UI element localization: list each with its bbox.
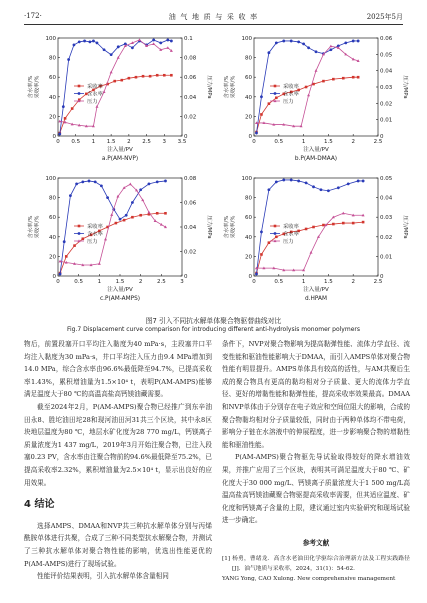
y2-tick-label: 0: [184, 134, 188, 140]
y-tick-label: 80: [245, 55, 252, 62]
data-point: [312, 185, 315, 188]
chart-title: c.P(AM-AMPS): [99, 296, 141, 302]
data-point: [58, 133, 61, 136]
body-paragraph: P(AM-AMPS)聚合物驱先导试验取得较好的降水增油效果，并推广应用了三个区块，表明其可满足温度大于80 ℃、矿化度大于30 000 mg/L、钙镁离子质量浓度大于1 500 mg/L高温高盐高钙镁油藏聚合物驱提高采收率需要，但其适应温度、矿化度和钙镁离子含量的上限，建议通过室内实验研究和现场试验进一步确定。: [222, 453, 410, 525]
y-tick-label: 80: [49, 55, 56, 62]
data-point: [170, 40, 173, 43]
series-line: [60, 40, 172, 134]
y-tick-label: 100: [45, 176, 56, 182]
y2-tick-label: 0.06: [184, 75, 197, 82]
data-point: [78, 225, 81, 228]
data-point: [255, 132, 258, 135]
x-tick-label: 1.5: [324, 279, 333, 285]
data-point: [82, 237, 85, 240]
y-tick-label: 60: [245, 215, 252, 222]
x-tick-label: 0.5: [274, 279, 284, 285]
data-point: [81, 181, 84, 184]
legend-label: 采收率: [283, 224, 299, 230]
series-recovery: [59, 212, 167, 274]
data-point: [131, 216, 134, 219]
y-tick-label: 0: [52, 274, 56, 280]
y-tick-label: 80: [245, 195, 252, 202]
data-point: [170, 74, 173, 77]
y2-axis-title: [402, 75, 410, 98]
x-tick-label: 0: [252, 139, 256, 145]
y-tick-label: 60: [49, 215, 56, 222]
legend-label: 压力: [87, 99, 98, 105]
x-tick-label: 0: [252, 279, 256, 285]
y-tick-label: 80: [49, 195, 56, 202]
data-point: [260, 231, 263, 234]
y2-tick-label: 0.04: [184, 94, 197, 101]
legend-label: 采收率: [87, 84, 103, 90]
data-point: [152, 39, 155, 42]
data-point: [104, 238, 107, 241]
data-point: [275, 42, 278, 45]
data-point: [344, 42, 347, 45]
header-rule: [24, 24, 403, 25]
x-tick-label: 2.5: [142, 139, 151, 145]
y2-tick-label: 0: [380, 134, 384, 140]
data-point: [131, 46, 134, 49]
y-tick-label: 20: [245, 114, 252, 121]
x-tick-label: 0.5: [274, 139, 284, 145]
data-point: [65, 255, 68, 258]
data-point: [357, 40, 360, 43]
y-tick-label: 100: [241, 176, 252, 182]
data-point: [310, 251, 313, 254]
series-line: [256, 213, 363, 270]
chart-panel-c: [22, 170, 214, 307]
data-point: [275, 96, 278, 99]
y-axis-label-recovery: 采收率/%: [34, 215, 41, 239]
x-axis-label: 注入量/PV: [303, 287, 329, 293]
figure-caption-cn: 图7 引入不同抗水解单体聚合物驱替曲线对比: [145, 317, 282, 325]
y-tick-label: 40: [245, 94, 252, 101]
body-paragraph: 截至2024年2月，P(AM-AMPS)聚合物已经推广到东辛油田永8、胜坨油田坨28和现河油田河31共三个区块，其中永8区块地层温度为80 ℃，地层水矿化度为28 770 mg/L，钙镁离子质量浓度为1 437 mg/L，2019年3月开始注聚合物，已注入段塞0.23 PV，含水率由注聚合物前的94.6%最低降至75.2%，已提高采收率2.32%，累积增油量为2.5×10⁴ t，显示出良好的应用效果。: [24, 402, 212, 487]
legend: [270, 222, 300, 245]
figure-caption-en: Fig.7 Displacement curve comparison for introducing different anti-hydrolysis monomer polymers: [66, 326, 360, 333]
y-axis-label-watercut: 含水率/%: [224, 75, 230, 99]
y2-axis-title: [206, 75, 214, 98]
y2-tick-label: 0.02: [184, 249, 197, 256]
body-paragraph: 性能评价结果表明，引入抗水解单体含量相同: [37, 572, 169, 581]
data-point: [135, 76, 138, 79]
data-point: [148, 182, 151, 185]
series-line: [60, 181, 165, 274]
data-point: [128, 77, 131, 80]
series-line: [60, 75, 172, 133]
data-point: [110, 53, 113, 56]
y2-axis-label: 压力/MPa: [206, 75, 212, 99]
data-point: [78, 41, 81, 44]
data-point: [149, 75, 152, 78]
legend: [270, 82, 300, 105]
x-tick-label: 1.5: [115, 279, 125, 285]
data-point: [282, 40, 285, 43]
data-point: [337, 186, 340, 189]
y2-tick-label: 0.04: [380, 195, 393, 202]
y-axis-label-watercut: 含水率/%: [28, 215, 34, 239]
data-point: [274, 92, 277, 95]
y-axis-label-recovery: 采收率/%: [230, 75, 237, 99]
data-point: [113, 80, 116, 83]
y-axis-title: [222, 76, 237, 99]
data-point: [88, 180, 91, 183]
data-point: [96, 42, 99, 45]
data-point: [332, 78, 335, 81]
legend-label: 含水率: [87, 91, 103, 98]
legend-label: 采收率: [87, 224, 103, 230]
right-column: [222, 338, 410, 584]
y-tick-label: 40: [49, 234, 56, 241]
x-tick-label: 0: [56, 139, 60, 145]
series-line: [256, 180, 363, 274]
data-point: [83, 40, 86, 43]
x-tick-label: 1: [97, 279, 102, 285]
y-tick-label: 60: [245, 75, 252, 82]
data-point: [156, 212, 159, 215]
data-point: [329, 48, 332, 51]
data-point: [315, 50, 318, 53]
data-point: [58, 120, 61, 123]
y-tick-label: 100: [45, 36, 56, 42]
data-point: [274, 232, 277, 235]
data-point: [290, 179, 293, 182]
y2-tick-label: 0.01: [380, 254, 393, 261]
data-point: [320, 188, 323, 191]
x-tick-label: 1.5: [106, 139, 116, 145]
y2-tick-label: 0.04: [380, 68, 393, 75]
reference-entry: YANG Yong, CAO Xulong. New comprehensive management: [222, 575, 396, 582]
data-point: [362, 180, 365, 183]
y-tick-label: 20: [49, 114, 56, 121]
data-point: [156, 74, 159, 77]
series-watercut: [255, 179, 364, 276]
plot-frame: [58, 178, 182, 276]
running-header: [24, 10, 403, 24]
data-point: [59, 273, 62, 276]
data-point: [164, 180, 167, 183]
y-tick-label: 40: [49, 94, 56, 101]
x-tick-label: 0: [56, 279, 60, 285]
chart-title: d.HPAM: [305, 296, 327, 302]
legend-label: 压力: [283, 239, 294, 245]
data-point: [260, 253, 263, 256]
data-point: [290, 40, 293, 43]
data-point: [315, 69, 318, 72]
y2-tick-label: 0.02: [380, 234, 393, 241]
reference-entry: [1] 杨勇，曹绪龙．高含水老油田化学驱综合治理新方法及工程实践路径[J]．油气地质与采收率，2024，31(1)：54-62．: [222, 555, 410, 572]
x-axis-label: 注入量/PV: [107, 147, 133, 153]
y-tick-label: 100: [241, 36, 252, 42]
data-point: [347, 182, 350, 185]
y2-tick-label: 0.1: [184, 36, 193, 42]
y-axis-title: [222, 216, 237, 239]
y2-axis-label: 压力/MPa: [402, 215, 408, 239]
series-recovery: [58, 74, 172, 134]
chart-panel-b: [218, 30, 410, 167]
data-point: [67, 58, 70, 61]
data-point: [352, 76, 355, 79]
data-point: [125, 214, 128, 217]
x-tick-label: 0.5: [71, 139, 81, 145]
legend: [74, 222, 104, 245]
data-point: [119, 218, 122, 221]
data-point: [297, 180, 300, 183]
x-tick-label: 2: [351, 279, 355, 285]
y2-tick-label: 0.03: [380, 85, 393, 91]
data-point: [95, 105, 98, 108]
journal-name: 油 气 地 质 与 采 收 率: [168, 13, 259, 21]
y2-tick-label: 0.01: [380, 117, 393, 124]
chart-svg: [22, 30, 214, 167]
legend-label: 压力: [87, 239, 98, 245]
data-point: [94, 181, 97, 184]
y2-axis-title: [206, 215, 214, 238]
data-point: [106, 196, 109, 199]
x-tick-label: 2.5: [373, 279, 383, 285]
data-point: [362, 221, 365, 224]
y2-axis-label: 压力/MPa: [206, 215, 212, 239]
legend-label: 含水率: [283, 91, 299, 98]
y-axis-title: [26, 216, 41, 239]
section-heading: 4 结论: [24, 499, 55, 511]
data-point: [267, 51, 270, 54]
x-tick-label: 2: [127, 139, 131, 145]
data-point: [297, 41, 300, 44]
data-point: [267, 188, 270, 191]
page-number: ·172·: [24, 12, 42, 20]
data-point: [342, 222, 345, 225]
chart-svg: [218, 30, 410, 167]
data-point: [307, 94, 310, 97]
x-tick-label: 1: [301, 139, 306, 145]
y-axis-label-watercut: 含水率/%: [224, 215, 230, 239]
data-point: [73, 244, 76, 247]
y-axis-label-watercut: 含水率/%: [28, 75, 34, 99]
y-tick-label: 40: [245, 234, 252, 241]
data-point: [100, 184, 103, 187]
series-pressure: [58, 38, 173, 127]
x-axis-label: 注入量/PV: [107, 287, 133, 293]
y2-tick-label: 0.06: [380, 36, 393, 42]
data-point: [103, 90, 106, 93]
legend-label: 采收率: [283, 84, 299, 90]
legend-label: 含水率: [283, 231, 299, 238]
series-watercut: [59, 180, 167, 276]
plot-frame: [254, 178, 378, 276]
x-tick-label: 2: [138, 279, 143, 285]
y-axis-title: [26, 76, 41, 99]
data-point: [78, 85, 81, 88]
data-point: [156, 181, 159, 184]
chart-panel-a: [22, 30, 214, 167]
data-point: [163, 74, 166, 77]
data-point: [275, 181, 278, 184]
legend-label: 含水率: [87, 231, 103, 238]
y2-tick-label: 0.04: [184, 225, 197, 231]
y2-tick-label: 0.08: [184, 176, 197, 182]
data-point: [275, 236, 278, 239]
data-point: [332, 223, 335, 226]
data-point: [342, 77, 345, 80]
y2-tick-label: 0.02: [380, 101, 393, 108]
data-point: [305, 182, 308, 185]
data-point: [110, 213, 113, 216]
data-point: [312, 226, 315, 229]
x-tick-label: 2.5: [156, 279, 166, 285]
y-tick-label: 20: [245, 254, 252, 261]
data-point: [138, 38, 141, 41]
data-point: [103, 48, 106, 51]
y2-tick-label: 0.08: [184, 55, 197, 62]
x-tick-label: 3: [162, 139, 167, 145]
series-pressure: [255, 212, 365, 272]
data-point: [274, 225, 277, 228]
chart-svg: [218, 170, 410, 307]
data-point: [322, 224, 325, 227]
legend-label: 压力: [283, 99, 294, 105]
y-axis-label-recovery: 采收率/%: [230, 215, 237, 239]
data-point: [322, 80, 325, 83]
body-paragraph: 选择AMPS、DMAA和NVP共三种抗水解单体分别与丙烯酰胺单体进行共聚，合成了三种不同类型抗水解聚合物，并测试了三种抗水解单体对聚合物性能的影响，优选出性能更优的P(AM-AMPS)进行了现场试验。: [24, 521, 212, 568]
series-recovery: [255, 221, 364, 275]
data-point: [92, 40, 95, 43]
data-point: [268, 102, 271, 105]
data-point: [164, 212, 167, 215]
data-point: [110, 71, 113, 74]
data-point: [166, 39, 169, 42]
data-point: [329, 45, 332, 48]
chart-panel-d: [218, 170, 410, 307]
left-column: [24, 338, 212, 583]
data-point: [71, 107, 74, 110]
data-point: [120, 79, 123, 82]
data-point: [142, 75, 145, 78]
references-heading: 参考文献: [302, 538, 330, 547]
data-point: [305, 228, 308, 231]
x-tick-label: 2.5: [373, 139, 383, 145]
x-tick-label: 2: [351, 139, 355, 145]
issue-date: 2025年5月: [366, 13, 403, 21]
y-tick-label: 20: [49, 254, 56, 261]
y-tick-label: 60: [49, 75, 56, 82]
series-watercut: [58, 39, 172, 136]
data-point: [75, 182, 78, 185]
x-tick-label: 0.5: [74, 279, 84, 285]
x-tick-label: 1.5: [324, 139, 333, 145]
x-tick-label: 1: [91, 139, 96, 145]
data-point: [352, 40, 355, 43]
data-point: [352, 222, 355, 225]
data-point: [274, 85, 277, 88]
x-tick-label: 3.5: [177, 139, 187, 145]
y-tick-label: 0: [52, 134, 56, 140]
data-point: [260, 95, 263, 98]
body-paragraph: 条件下，NVP对聚合物影响为提高黏弹性能、流体力学直径、流变性能和驱油性能影响大于DMAA，而引入AMPS单体对聚合物性能有明显提升。AMPS单体具有较高的活性，与AM共聚后生成的聚合物具有更高的黏均相对分子质量、更大的流体力学直径、更好的增黏性能和黏弹性能，提高采收率效果最高。DMAA和NVP单体由于分别存在电子效应和空间位阻大的影响，合成的聚合物黏均相对分子质量较低，同时由于两种单体均不带电荷，影响分子链在水溶液中的伸展程度，进一步影响聚合物的增黏性能和驱油性能。: [222, 340, 410, 449]
y2-tick-label: 0.03: [380, 215, 393, 222]
data-point: [139, 214, 142, 217]
data-point: [268, 241, 271, 244]
series-recovery: [255, 76, 359, 133]
data-point: [123, 219, 126, 222]
data-point: [98, 262, 101, 265]
y-axis-label-recovery: 采收率/%: [34, 75, 41, 99]
data-point: [59, 260, 62, 263]
data-point: [305, 86, 308, 89]
data-point: [152, 42, 155, 45]
y2-tick-label: 0.05: [380, 52, 393, 59]
x-tick-label: 3: [180, 279, 184, 285]
chart-svg: [22, 170, 214, 307]
chart-title: a.P(AM-NVP): [101, 156, 139, 162]
data-point: [129, 183, 132, 186]
data-point: [73, 43, 76, 46]
x-tick-label: 1: [301, 279, 306, 285]
data-point: [64, 117, 67, 120]
y2-tick-label: 0.06: [184, 200, 197, 207]
data-point: [117, 45, 120, 48]
data-point: [131, 201, 134, 204]
data-point: [88, 41, 91, 44]
data-point: [63, 240, 66, 243]
x-axis-label: 注入量/PV: [303, 147, 329, 153]
data-point: [139, 188, 142, 191]
data-point: [78, 92, 81, 95]
data-point: [115, 222, 118, 225]
data-point: [302, 42, 305, 45]
body-paragraph: 物后，前置段塞开口平均注入黏度为40 mPa·s，主段塞井口平均注入黏度为30 mPa·s，井口平均注入压力由9.4 MPa增加到14.0 MPa，综合含水率由96.6%最低降至94.7%，已提高采收率1.43%，累积增油量为1.5×10⁴ t，表明P(AM-AMPS)能够满足温度大于80 ℃的高温高盐高钙镁油藏需要。: [24, 340, 212, 399]
y2-tick-label: 0.02: [184, 114, 197, 121]
data-point: [69, 194, 72, 197]
data-point: [166, 46, 169, 49]
data-point: [159, 42, 162, 45]
y-tick-label: 0: [248, 134, 252, 140]
data-point: [327, 189, 330, 192]
data-point: [260, 113, 263, 116]
data-point: [342, 212, 345, 215]
chart-title: b.P(AM-DMAA): [294, 156, 338, 162]
series-line: [256, 222, 363, 273]
data-point: [307, 46, 310, 49]
y2-axis-title: [402, 215, 410, 238]
plot-frame: [58, 38, 182, 136]
data-point: [62, 105, 65, 108]
data-point: [78, 232, 81, 235]
y2-tick-label: 0: [380, 274, 384, 280]
y2-axis-label: 压力/MPa: [402, 75, 408, 99]
y2-tick-label: 0.05: [380, 176, 393, 182]
y-tick-label: 0: [248, 274, 252, 280]
data-point: [282, 179, 285, 182]
data-point: [255, 273, 258, 276]
series-line: [60, 40, 172, 126]
y2-tick-label: 0: [184, 274, 188, 280]
data-point: [357, 180, 360, 183]
data-point: [357, 76, 360, 79]
